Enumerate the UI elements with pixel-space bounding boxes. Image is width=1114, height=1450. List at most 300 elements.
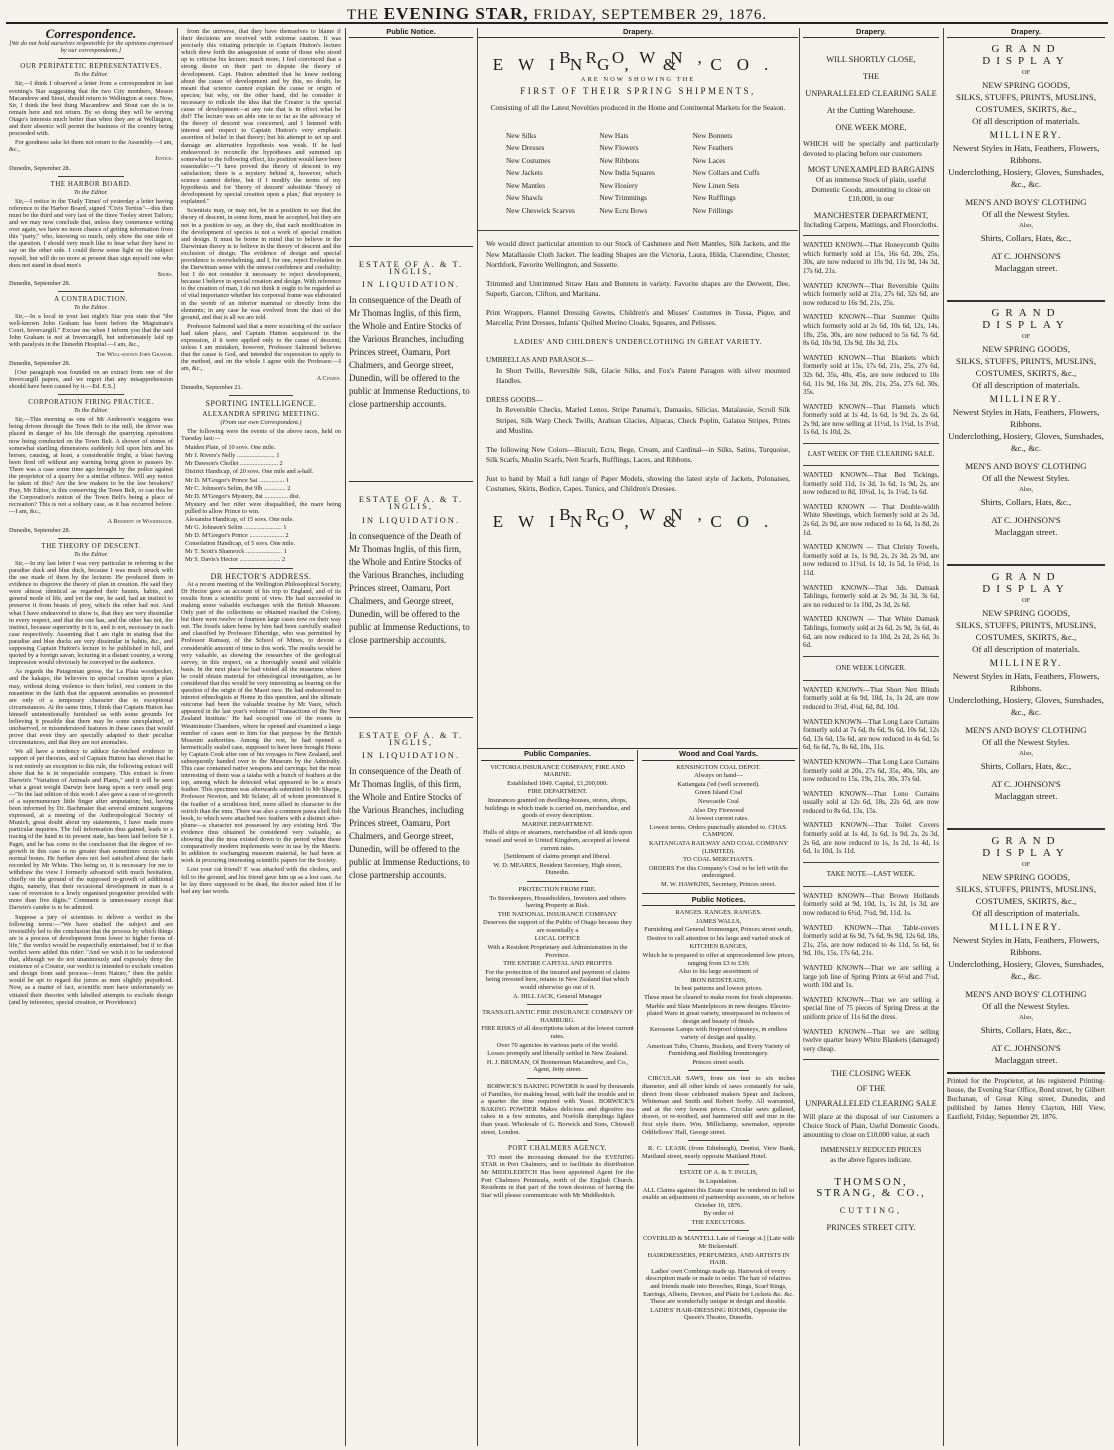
wanted-known: WANTED KNOWN—That Lono Curtains usually sold at 12s 6d, 18s, 22s 6d, are now reduced to 8s 6d, 13s, 15s. — [803, 789, 939, 815]
goods-item: New Ecru Bows — [599, 205, 648, 215]
ad-line: KITCHEN RANGES, — [689, 943, 748, 951]
letter-date: Dunedin, September 28. — [9, 279, 71, 287]
ad-line: A. HILL JACK, General Manager — [513, 992, 602, 1000]
divider — [527, 1140, 588, 1141]
ad-line: Kerosene Lamps with fireproof chimneys, in endless variety of design and quality. — [649, 1026, 788, 1041]
goods-item: New Flowers — [599, 143, 639, 153]
goods-grid — [478, 122, 798, 226]
coverlid-ad — [642, 1235, 795, 1322]
wanted-known: WANTED KNOWN—That Toilet Covers formerly sold at 1s 4d, 1s 6d, 1s 9d, 2s, 2s 3d, 2s 6d, are now reduced to 1s, 1s 2d, 1s 4d, 1s 6d, 1s 10d, 1s 11d. — [803, 821, 939, 856]
grand-display-line: Of all description of materials. — [972, 644, 1080, 655]
goods-item: New Cheswick Scarves — [506, 205, 575, 215]
ad-line: KENSINGTON COAL DEPOT. — [676, 763, 761, 771]
ad-line: Deserves the support of the Public of Otago because they are essentially a — [483, 919, 632, 934]
masthead — [6, 4, 1108, 24]
ad-line: VICTORIA INSURANCE COMPANY, FIRE AND MARINE. — [490, 763, 625, 779]
ad-line: ALL Claims against this Estate must be rendered in full to enable an adjustment of partnership accounts, on or before October 10, 1876. — [642, 1186, 795, 1209]
letters — [9, 58, 173, 1005]
grand-display-block — [947, 300, 1105, 538]
ad-line: H. J. BRUMAN, Of Bonnerman Macandrew, and Co., Agent, Jetty street. — [486, 1058, 629, 1074]
hector-head: DR HECTOR'S ADDRESS. — [210, 571, 312, 581]
letter-signature: The Well-known John Graham. — [96, 350, 173, 358]
drapery-paragraph: Print Wrappers, Flannel Dressing Gowns, Children's and Misses' Costumes in Tussa, Pique, and Marcella; Print Dresses, Infants' Quilted Merino Cloaks, Squares, and Pelisses. — [486, 307, 790, 328]
close-line: ONE WEEK MORE, — [835, 123, 907, 133]
close-line: WILL SHORTLY CLOSE, — [826, 55, 916, 65]
divider — [803, 235, 939, 236]
ad-line: Which he is prepared to offer at unprecedented low prices, ranging from £3 to £30; — [642, 952, 795, 967]
letter-paragraph: from the universe, that they have themselves to blame if their decisions are received with extreme caution. It was precisely this vitiating principle in Captain Hutton's lecture which drew forth the antagonism of some of those who stood up to criticise his lecture; much more, I feel convinced that a strong desire on their part to dispute the theory of development. Capt. Hutton admitted that he knew nothing about the cause of development and by this, no doubt, he meant that science cannot explain the cause or origin of species; but why, on the other hand, did he consider it necessary to ridicule the idea that the Creator is the special cause of development—at any rate that is in effect what he did? The lecture was an able one in so far as the advocacy of the theory of descent was concerned, and I listened with interest and respect to Captain Hutton's very emphatic assertion of belief in that theory; but his attempt to set up and damage an alternative hypothesis was weak. If he had endeavored to reconcile the hypotheses and summed up somewhat to the following effect, his position would have been reasonable:—"I have proved the theory of descent to my satisfaction; there is a mystery behind it, however, which science cannot define, but if I modify the terms of my hypothesis and for 'theory of descent' substitute 'theory of development by special creation upon a plan,' that mystery is explained." — [181, 28, 341, 206]
blank-space — [349, 41, 473, 246]
ad-line: TRANSATLANTIC FIRE INSURANCE COMPANY OF HAMBURG. — [482, 1009, 633, 1024]
ad-line: LADIES' HAIR-DRESSING ROOMS, Opposite the Queen's Theatre, Dunedin. — [650, 1306, 787, 1322]
ad-line: Over 70 agencies in various parts of the world. — [496, 1041, 619, 1049]
divider — [58, 538, 124, 539]
columns — [6, 28, 1108, 1446]
inglis-claims — [642, 1169, 795, 1226]
leask-ad: R. C. LEASK (from Edinburgh), Dentist, View Bank, Maitland street, nearly opposite Maitland Hotel. — [642, 1145, 795, 1160]
divider — [478, 230, 798, 231]
umbrellas: In Short Twills, Reversible Silk, Glacie Silks, and Fox's Patent Paragon with silver mounted Handles. — [496, 365, 790, 386]
hector-body — [181, 581, 341, 895]
letter-date: Dunedin, September 21. — [181, 383, 243, 391]
letter-paragraph: Sir,—I think I observed a letter from a correspondent in last evening's Star suggesting that the two City members, Messrs Macandrew and Stout, should return to Wellington at once. Now, Sir, I think the best thing Macandrew and Stout can do is to remain here and not return. By so doing they will be serving Otago's interests much better than when they are at Wellington, and their absence will permit the business of the country being proceeded with. — [9, 80, 173, 138]
grand-display-line: GRAND DISPLAY — [982, 835, 1070, 860]
editor-note: [Our paragraph was founded on an extract from one of the Invercargill papers, and we regret that any misapprehension should have been caused by it.—Ed. E.S.] — [9, 368, 173, 390]
goods-item: New Rufflings — [692, 193, 736, 203]
wanted-known: WANTED KNOWN—That Long Lace Curtains formerly sold at 20s, 27s 6d, 35s, 40s, 50s, are now reduced to 15s, 19s, 21s, 30s, 37s 6d. — [803, 757, 939, 784]
grand-display-line: AT C. JOHNSON'S — [991, 251, 1061, 262]
dress-goods: In Reversible Checks, Marled Lenos, Stripe Panama's, Damasks, Silicias, Matalassie, Scroll Silk Stripes, Silk Warp Check Twills, Arabian Glacies, Alpacas, Check Poplin, Galatea Stripes, Prints and Muslins. — [496, 405, 790, 436]
saws-ad: CIRCULAR SAWS, from six feet to six inches diameter, and all other kinds of saws constantly for sale, direct from those celebrated makers Spear and Jackson, Whiteman and Smith and Robert Sorby. All warranted, and at the very lowest prices. Circular saws gulleted, drawn, or re-toothed, and hammered stiff and true in the first style there. Wm. Millichamp, sawmaker, opposite Oddfellows' Hall, George street. — [642, 1075, 795, 1136]
inglis-title: ESTATE OF A. & T. INGLIS, — [358, 729, 464, 747]
grand-display-line: NEW SPRING GOODS, — [981, 80, 1071, 91]
showing-line: ARE NOW SHOWING THE — [580, 76, 696, 84]
including: Including Carpets, Mattings, and Floorcloths. — [803, 219, 939, 229]
wanted-known: WANTED KNOWN—That we are selling twelve quarter heavy White Blankets (damaged) very cheap. — [803, 1027, 939, 1053]
ad-line: Ladies' own Combings made up. Hairwork of every description made or made to order. The hair of relatives and friends made into Brooches, Rings, Scarf Rings, Earrings, Alberts, Devices, and Plaits for Lockets &c. &c. These are wonderfully unique in design and durable. — [643, 1267, 794, 1306]
grand-display-line: Newest Styles in Hats, Feathers, Flowers, Ribbons. — [952, 143, 1100, 166]
grand-display-line: Of all the Newest Styles. — [982, 737, 1070, 748]
race-result: Mr J. Rivers's Nelly ........................ 1 — [185, 452, 280, 460]
ad-line: FIRE DEPARTMENT. — [527, 788, 588, 796]
grand-display-line: Underclothing, Hosiery, Gloves, Sunshades, &c., &c. — [948, 695, 1104, 718]
column-public-notice — [346, 28, 476, 1446]
letter-paragraph: Scientists may, or may not, be in a position to say that the theory of descent, in some form, must be accepted, but they are not in a position to say, as they do, that each modification in the development of species is not a work of special creation and design. It must be borne in mind that to believe in the Darwinian theory is to believe in the theory of descent and the exclusion of design. The evidence of design and special providence is overwhelming, and I, for one, reject Evolution in the Darwinian sense with the utmost confidence and cordiality; but I do not consider it necessary to reject development, because I believe in special creation and design. With reference to the creation of man, I do not think it ought to be regarded as of vital importance whether his corporeal frame was elaborated in the womb of an inferior mammal or directly from the elements; in any case he was evolved from the dust of the ground, and that is all we are told. — [181, 207, 341, 321]
section-public-companies: Public Companies. — [481, 750, 634, 761]
letter-paragraph: Sir,—In a local in your last night's Star you state that "the well-known John Graham has been before the Magistrate's Court, Invercargill." Excuse me when I inform you that the said John Graham is not at Invercargill, but unfortunately laid up with paralysis in the Dunedin Hospital.—I am, &c., — [9, 313, 173, 349]
ad-line: Always on hand— — [694, 772, 743, 780]
divider — [58, 291, 124, 292]
paper-models: Just to hand by Mail a full range of Paper Models, showing the latest style of Jackets, Polonaises, Costumes, Skirts, Bodice, Capes, Tunics, and Children's Dresses. — [486, 473, 790, 494]
grand-display-line: AT C. JOHNSON'S — [991, 779, 1061, 790]
ad-line: To Storekeepers, Householders, Investors and others having Property at Risk. — [489, 894, 626, 910]
divider — [58, 394, 124, 395]
ad-line: American Tubs, Churns, Buckets, and Every Variety of Furnishing and Building Ironmongery. — [646, 1042, 791, 1058]
ad-line: Newcastle Coal — [698, 797, 739, 805]
divider — [803, 465, 939, 466]
ad-line: Insurances granted on dwelling-houses, stores, shops, buildings in which trade is carried on, merchandise, and goods of every description. — [484, 796, 631, 820]
ad-line: HAIRDRESSERS, PERFUMERS, AND ARTISTS IN HAIR. — [647, 1251, 790, 1267]
grand-display-line: OF — [1021, 861, 1031, 869]
grand-display-line: AT C. JOHNSON'S — [991, 515, 1061, 526]
grand-display-line: OF — [1021, 69, 1031, 77]
grand-display-line: Of all description of materials. — [972, 908, 1080, 919]
goods-item: New Hats — [599, 130, 629, 140]
transatlantic-insurance — [481, 1009, 634, 1074]
grand-display-line: GRAND DISPLAY — [982, 307, 1070, 332]
race-result: Maiden Plate, of 10 sovs. One mile. — [185, 444, 276, 452]
inglis-body: In consequence of the Death of Mr Thomas Inglis, of this firm, the Whole and Entire Stocks of the Various Branches, including Princes street, Oamaru, Port Chalmers, and George street, Dunedin, will be offered to the public at Immense Reductions, to close partnership accounts. — [349, 765, 470, 880]
inglis-notices — [349, 246, 473, 882]
wanted-known: WANTED KNOWN—That Blankets which formerly sold at 15s, 17s 6d, 21s, 25s, 27s 6d, 32s 6d, 35s, 40s, 45s, are now reduced to 10s 6d, 11s 9d, 16s 3d, 20s, 21s, 25s, 27s 6d, 30s, 35s. — [803, 353, 939, 397]
will-place: Will place at the disposal of our Customers a Choice Stock of Plain, Useful Domestic Goods, amounting to close on £10,000 value, at each — [803, 1113, 939, 1139]
sporting-sub: ALEXANDRA SPRING MEETING. — [202, 409, 320, 418]
letter-date: Dunedin, September 28. — [9, 164, 71, 172]
hector-paragraph: Lost your cat friend? F. was attacked with the cholera, and fell to the ground, and his friend gave him up as a lost case. As he lay there supposed to be dead, the doctor asked him if he had any last words. — [181, 866, 341, 895]
close-block — [803, 54, 939, 133]
brown-ewing-signoff: BROWN, EWING, & CO. — [492, 504, 784, 532]
wanted-group-4 — [803, 892, 939, 1054]
goods-item: New Dresses — [506, 143, 545, 153]
divider — [803, 1059, 939, 1060]
race-result: Consolation Handicap, of 5 sovs. One mile. — [185, 540, 296, 548]
letter-head: OUR PERIPATETIC REPRESENTATIVES. — [20, 62, 162, 71]
ad-line: IRON BEDSTEADS, — [690, 976, 747, 984]
ad-line: [Settlement of claims prompt and liberal. — [504, 853, 611, 861]
dress-head: DRESS GOODS— — [486, 394, 543, 404]
divider — [58, 176, 124, 177]
grand-display-line: SILKS, STUFFS, PRINTS, MUSLINS, COSTUMES, SKIRTS, &c., — [955, 356, 1097, 379]
inglis-notice — [349, 246, 473, 411]
ad-line: Marble and Slate Mantelpieces in new designs. Electro-plated Ware in great variety, unsurpassed in richness of design and beauty of finish. — [645, 1002, 792, 1025]
national-insurance — [481, 886, 634, 1000]
letter-to: To the Editor. — [74, 304, 108, 311]
ad-line: Losses promptly and liberally settled in New Zealand. — [487, 1050, 628, 1058]
section-drapery-2: Drapery. — [803, 28, 939, 38]
goods-item: New India Squares — [599, 168, 655, 178]
column-wood-coal — [639, 750, 798, 1446]
inglis-notice — [349, 481, 473, 646]
column-correspondence — [6, 28, 176, 1446]
grand-display-line: MEN'S AND BOYS' CLOTHING — [965, 989, 1087, 1000]
ad-line: In best patterns and lowest prices. — [674, 985, 763, 993]
wanted-known: WANTED KNOWN—That Brown Hollands formerly sold at 9d, 10d, 1s, 1s 2d, 1s 3d, are now reduced to 6½d, 7½d, 9d, 11d, 1s. — [803, 891, 939, 918]
ad-line: Also Dry Firewood — [693, 806, 744, 814]
goods-item: New Jackets — [506, 168, 543, 178]
ad-line: LOCAL OFFICE — [534, 935, 581, 943]
ad-line: Also to his large assortment of — [678, 968, 759, 976]
which-para: WHICH will be specially and particularly devoted to placing before our customers — [803, 139, 939, 158]
race-result: Mr T. Scott's Shamrock ....................... 1 — [185, 548, 287, 556]
goods-item: New Costumes — [506, 155, 551, 165]
race-result: Mystery and her rider were disqualified, the mare being pulled to allow Prince to win. — [185, 500, 341, 515]
princes-street-city: PRINCES STREET CITY. — [826, 1222, 916, 1232]
grand-display-line: Newest Styles in Hats, Feathers, Flowers, Ribbons. — [952, 407, 1100, 430]
grand-display-line: MEN'S AND BOYS' CLOTHING — [965, 461, 1087, 472]
ad-line: THE ENTIRE CAPITAL AND PROFITS — [503, 960, 612, 968]
goods-item: New Silks — [506, 130, 537, 140]
goods-item: New Collars and Cuffs — [692, 168, 760, 178]
inglis-status: IN LIQUIDATION. — [362, 514, 460, 525]
inglis-status: IN LIQUIDATION. — [362, 749, 460, 760]
race-result: Mr D. M'Gregor's Prince ...................... 2 — [185, 532, 289, 540]
goods-item: New Bonnets — [692, 130, 733, 140]
letter-signature: A Resident of Woodhaugh. — [107, 517, 173, 525]
closing-line: OF THE — [856, 1084, 886, 1094]
sporting-from: (From our own Correspondent.) — [220, 418, 302, 426]
above-figures: as the above figures indicate. — [830, 1156, 912, 1165]
ad-line: Furnishing and General Ironmonger, Princes street south, — [644, 926, 793, 934]
thomson-strang: THOMSON, STRANG, & CO., — [816, 1175, 926, 1199]
ad-line: RANGES. RANGES. RANGES. — [675, 909, 762, 917]
drapery-paragraph: We would direct particular attention to our Stock of Cashmere and Nett Mantles, Silk Jackets, and the New Matallassie Cloth Jacket. The leading Shapes are the Victoria, Laura, Hilda, Clarendine, Chester, Northfork, Favorite Wellington, and Sussette. — [486, 239, 790, 270]
goods-item: New Hosiery — [599, 180, 639, 190]
ad-line: In Liquidation. — [699, 1177, 738, 1185]
masthead-date: FRIDAY, SEPTEMBER 29, 1876. — [528, 7, 768, 23]
wanted-known: WANTED KNOWN—That Long Lace Curtains formerly sold at 7s 6d, 8s 6d, 9s 6d, 10s 6d, 12s 6d, 13s 6d, 15s 6d, are now reduced to 4s 6d, 5s 6d, 6s 6d, 7s, 8s 6d, 10s, 11s. — [803, 717, 939, 752]
race-result: Mr D. M'Gregor's Mystery, 8st ............... dist. — [185, 492, 301, 500]
wanted-known: WANTED KNOWN—That Table-covers formerly sold at 6s 9d, 7s 6d, 9s 9d, 12s 6d, 18s, 21s, 25s, are now reduced to 4s 11d, 5s 6d, 6s 9d, 10s, 15s, 17s 6d, 21s. — [803, 923, 939, 958]
letter-head: A CONTRADICTION. — [54, 294, 128, 303]
race-result: District Handicap, of 20 sovs. One mile and a-half. — [185, 468, 314, 476]
stock-para: Of an immense Stock of plain, useful Domestic Goods, amounting to close on £10,000, in our — [811, 175, 931, 204]
grand-display-line: Maclaggan street. — [994, 263, 1058, 274]
grand-display-line: NEW SPRING GOODS, — [981, 872, 1071, 883]
grand-display-line: OF — [1021, 597, 1031, 605]
divider — [58, 58, 124, 59]
divider — [803, 862, 939, 863]
letter-signature: A Citizen. — [316, 374, 341, 382]
grand-display-line: SILKS, STUFFS, PRINTS, MUSLINS, COSTUMES, SKIRTS, &c., — [955, 884, 1097, 907]
consisting: Consisting of all the Latest Novelties produced in the Home and Continental Markets for the Season. — [490, 103, 786, 113]
imprint-footer: Printed for the Proprietor, at his registered Printing-house, the Evening Star Office, Bond street, by Gilbert Buchanan, of Great King street, Dunedin, and published by James Henry Clayton, Hill View, Eastfield, Friday, September 29, 1876. — [947, 1072, 1105, 1122]
grand-display-line: Maclaggan street. — [994, 1055, 1058, 1066]
letter-to: To the Editor. — [74, 71, 108, 79]
ad-line: W. D. MEARES, Resident Secretary, High street, Dunedin. — [493, 861, 622, 877]
divider — [803, 443, 939, 444]
masthead-title: EVENING STAR, — [383, 4, 529, 23]
race-result: Mr G. Johnson's Selim ........................ 1 — [185, 524, 287, 532]
ad-line: ORDERS For this Company's Coal to be left with the undersigned. — [648, 864, 789, 880]
wanted-known: WANTED KNOWN—That Flannels which formerly sold at 1s 4d, 1s 6d, 1s 9d, 2s, 2s 6d, 2s 9d, are now selling at 11½d, 1s 1½d, 1s 3½d, 1s 6d, 1s 10d, 2s. — [803, 402, 939, 437]
grand-display-line: MILLINERY. — [989, 395, 1063, 406]
last-week: LAST WEEK OF THE CLEARING SALE. — [807, 450, 935, 459]
grand-display-line: Also, — [1019, 486, 1033, 494]
disclaimer: [We do not hold ourselves responsible for the opinions expressed by our correspondents.] — [9, 40, 173, 55]
brown-ewing-title: BROWN, EWING, & CO. — [492, 48, 784, 75]
manchester: MANCHESTER DEPARTMENT, — [813, 210, 929, 220]
drapery-paragraph: Trimmed and Untrimmed Straw Hats and Bonnets in variety. Favorite shapes are the Derwent, Dee, Superb, Garcon, Clifton, and Maritana. — [486, 278, 790, 299]
inglis-title: ESTATE OF A. & T. INGLIS, — [358, 259, 464, 277]
ad-line: JAMES WALLS, — [695, 917, 742, 925]
grand-display-line: MEN'S AND BOYS' CLOTHING — [965, 725, 1087, 736]
grand-display-line: Of all description of materials. — [972, 380, 1080, 391]
section-public-notices: Public Notices. — [642, 893, 795, 907]
port-agency: TO meet the increasing demand for the EVENING STAR in Port Chalmers, and to facilitate its distribution Mr MIDDLEDITCH Has been appointed Agent for the Port Chalmers Peninsula, north of the English Church. Residents in that part of the town desirous of having the Star will please communicate with Mr Middleditch. — [481, 1153, 634, 1199]
goods-item: New Feathers — [692, 143, 733, 153]
wanted-known: WANTED KNOWN—That we are selling a large job line of Spring Prints at 6½d and 7½d, worth 10d and 1s. — [803, 964, 939, 990]
inglis-notice — [349, 717, 473, 882]
grand-display-line: GRAND DISPLAY — [982, 571, 1070, 596]
letter-to: To the Editor. — [74, 188, 108, 196]
race-result: Alexandra Handicap, of 15 sovs. One mile. — [185, 516, 294, 523]
letter-paragraph: Sir,—In my last letter I was very particular in referring to the paradise duck and blue duck, because I was much struck with the use made of them by the lecturer. He produced them in evidence to disprove the theory of plan in creation. He said they were almost identical as regarded their haunts, habits, and general mode of life, and yet the one, he said, had an instinct to preserve it from beasts of prey, which the other had not. And what I have endeavored to show is, that they are very dissimilar in every respect, and that the one has, and the other has not, the instinct, because superiority in it is, and is not, necessary in each case respectively. Assuming that I am right in stating that the paradise and blue ducks are very dissimilar in habits, &c., and supposing Captain Hutton's lecture to be published in full, and quoted by a foreign savan, lecturing in a distant country, a wrong impression would obviously be conveyed to the audience. — [9, 559, 173, 667]
race-result: Mr D. M'Gregor's Prince Sai ................ 1 — [185, 476, 289, 484]
grand-display-line: AT C. JOHNSON'S — [991, 1043, 1061, 1054]
grand-display-line: Maclaggan street. — [994, 527, 1058, 538]
divider — [803, 680, 939, 681]
section-wood-coal: Wood and Coal Yards. — [642, 750, 795, 761]
ad-line: Green Island Coal — [694, 789, 743, 797]
grand-display-line: Newest Styles in Hats, Feathers, Flowers, Ribbons. — [952, 671, 1100, 694]
ad-line: Established 1849. Capital, £1,200,000. — [507, 779, 608, 787]
grand-display-line: Underclothing, Hosiery, Gloves, Sunshades, &c., &c. — [948, 959, 1104, 982]
letter-to: To the Editor. — [74, 550, 108, 558]
grand-display-block — [947, 43, 1105, 274]
port-head: PORT CHALMERS AGENCY. — [507, 1144, 608, 1153]
ad-line: M. W. HAWKINS, Secretary, Princes street. — [661, 880, 776, 888]
ad-line: ESTATE OF A. & T. INGLIS, — [679, 1169, 758, 1177]
divider — [527, 1078, 588, 1079]
one-week-longer: ONE WEEK LONGER. — [836, 663, 906, 672]
ad-line: THE NATIONAL INSURANCE COMPANY — [497, 910, 618, 918]
ad-line: Princes street south. — [692, 1058, 745, 1066]
grand-display-line: Shirts, Collars, Hats, &c., — [980, 761, 1072, 772]
column-public-companies — [478, 750, 638, 1446]
letter-paragraph: For goodness sake let them not return to the Assembly.—I am, &c., — [9, 139, 173, 154]
grand-display-line: NEW SPRING GOODS, — [981, 608, 1071, 619]
inglis-status: IN LIQUIDATION. — [362, 279, 460, 290]
grand-display-line: SILKS, STUFFS, PRINTS, MUSLINS, COSTUMES, SKIRTS, &c., — [955, 620, 1097, 643]
ad-line: MARINE DEPARTMENT. — [521, 820, 594, 828]
letter-paragraph: Suppose a jury of scientists to deliver a verdict in the following terms:—"We have studied the subject and are irresistibly led to the conclusion that the process by which things are is a process of development from lower to higher forms of life," the verdict would be respectfully entertained; but if to that verdict were added this rider: "And we wish it to be understood that, although we do not unanimously and expressly deny the existence of a Creator, our verdict is intended to exclude creation and design from said process—from Nature," then the public would be apt to regard the jurors as men slightly prejudiced. Now, as a matter of fact, scientific men have unfortunately so vitiated their theories with labelled attempts to exclude design (and by inference, special creation, or Providence) — [9, 913, 173, 1006]
closing-line: THE CLOSING WEEK — [830, 1069, 912, 1079]
grand-display-line: MILLINERY. — [989, 131, 1063, 142]
divider — [229, 568, 293, 569]
grand-display-line: Of all the Newest Styles. — [982, 209, 1070, 220]
inglis-body: In consequence of the Death of Mr Thomas Inglis, of this firm, the Whole and Entire Stocks of the Various Branches, including Princes street, Oamaru, Port Chalmers, and George street, Dunedin, will be offered to the public at Immense Reductions, to close partnership accounts. — [349, 530, 470, 645]
ad-line: THE EXECUTORS. — [691, 1218, 746, 1226]
grand-display-line: Underclothing, Hosiery, Gloves, Sunshades, &c., &c. — [948, 431, 1104, 454]
wanted-known: WANTED KNOWN — That White Damask Tablings, formerly sold at 2s 6d, 2s 9d, 3s 6d, 4s 6d, are now reduced to 1s 10d, 2s 2d, 2s 6d, 3s 6d. — [803, 615, 939, 650]
divider — [803, 886, 939, 887]
divider — [688, 1230, 749, 1231]
ad-line: PROTECTION FROM FIRE. — [518, 885, 597, 893]
closing-line: UNPARALLELED CLEARING SALE — [805, 1099, 937, 1109]
wanted-known: WANTED KNOWN—That Short Nett Blinds formerly sold at 6s 9d, 10d, 1s, 1s 2d, are now reduced to 3½d, 4½d, 6d, 8d, 10d. — [803, 685, 939, 711]
grand-display-line: OF — [1021, 333, 1031, 341]
divider — [527, 881, 588, 882]
sporting-head: SPORTING INTELLIGENCE. — [205, 398, 317, 408]
grand-display-line: MEN'S AND BOYS' CLOTHING — [965, 197, 1087, 208]
race-result: Mr S. Davis's Hector .......................... 2 — [185, 556, 286, 564]
descent-continued — [181, 28, 341, 373]
letter-signature: Shoes. — [157, 270, 173, 278]
wanted-known: WANTED KNOWN—That Honeycomb Quilts which formerly sold at 15s, 16s 6d, 20s, 25s, 30s, are now reduced to 10s 9d, 11s 9d, 14s 3d, 17s 6d, 21s. — [803, 241, 939, 275]
grand-display-line: Of all the Newest Styles. — [982, 473, 1070, 484]
section-drapery: Drapery. — [478, 28, 798, 38]
race-result: Mr Dawson's Chollet ........................ 2 — [185, 460, 283, 468]
ad-line: Kaitangata ('ed (well screened). — [677, 780, 760, 788]
immensely-reduced: IMMENSELY REDUCED PRICES — [820, 1146, 922, 1155]
grand-display-line: Shirts, Collars, Hats, &c., — [980, 497, 1072, 508]
inglis-title: ESTATE OF A. & T. INGLIS, — [358, 494, 464, 512]
take-note: TAKE NOTE—LAST WEEK. — [826, 869, 916, 878]
goods-item: New Frillings — [692, 205, 733, 215]
goods-item: New Trimmings — [599, 193, 647, 203]
inglis-body: In consequence of the Death of Mr Thomas Inglis, of this firm, the Whole and Entire Stocks of the Various Branches, including Princes street, Oamaru, Port Chalmers, and George street, Dunedin, will be offered to the public at Immense Reductions, to close partnership accounts. — [349, 295, 470, 410]
section-public-notice: Public Notice. — [349, 28, 473, 38]
divider — [688, 1140, 749, 1141]
wanted-known: WANTED KNOWN—That 3ds. Damask Tablings, formerly sold at 2s 9d, 3s 3d, 3s 6d, are no reduced to 1s 10d, 2s 3d, 2s 6d. — [803, 583, 939, 609]
wanted-known: WANTED KNOWN—That Bed Tickings, formerly sold 11d, 1s 3d, 1s 6d, 1s 9d, 2s, are now reduced to 8d, 10½d, 1s, 1s 1½d, 1s 6d. — [803, 471, 939, 497]
wanted-known: WANTED KNOWN — That Double-width White Sheetings, which formerly sold at 2s 3d, 2s 6d, 2s 9d, are now reduced to 1s 6d, 1s 8d, 2s 1d. — [803, 502, 939, 537]
letter-date: Dunedin, September 28. — [9, 526, 71, 534]
letter-date: Dunedin, September 28. — [9, 359, 71, 367]
wanted-group-2 — [803, 471, 939, 650]
cutting: CUTTING, — [839, 1205, 903, 1215]
grand-display-line: Newest Styles in Hats, Feathers, Flowers, Ribbons. — [952, 935, 1100, 958]
first-spring: FIRST OF THEIR SPRING SHIPMENTS, — [520, 86, 756, 97]
grand-display-line: Shirts, Collars, Hats, &c., — [980, 233, 1072, 244]
grand-display-line: Shirts, Collars, Hats, &c., — [980, 1025, 1072, 1036]
grand-display-line: Maclaggan street. — [994, 791, 1058, 802]
drapery-paragraphs — [478, 239, 798, 329]
grand-display-line: GRAND DISPLAY — [982, 43, 1070, 68]
letter-paragraph: As regards the Patagonian goose, the La Plata woodpecker, and the kakapo, the believers in special creation upon a plan may, without doing violence to their belief, rest content in the meantime in the faith that the apparent anomalies so presented are only of a temporary character due to exceptional circumstances. At the same time, I think that Captain Hutton has himself unintentionally furnished us with some grounds for believing it possible that there may be some unexplained, or unobserved, or misunderstood features in these cases that would prove that even they are specially adapted to their peculiar circumstances, and that they are not anomalies. — [9, 668, 173, 747]
wanted-known: WANTED KNOWN—That Reversible Quilts which formerly sold at 21s, 27s 6d, 32s 6d, are now reduced to 16s 9d, 21s, 25s. — [803, 281, 939, 307]
ad-line: With a Resident Proprietary and Administration in the Province. — [487, 944, 628, 959]
ad-line: Hulls of ships or steamers, merchandise of all kinds upon vessel and wool to United Kingdom, accepted at lowest current rates. — [482, 829, 633, 852]
column-grand-display — [944, 28, 1108, 1446]
goods-item: New Shawls — [506, 193, 543, 203]
letter-signature: Justice. — [154, 155, 173, 163]
divider — [688, 1164, 749, 1165]
divider — [803, 656, 939, 657]
ad-line: Lowest terms. Orders punctually attended to. CHAS. CAMPION. — [649, 823, 788, 839]
closing-block — [803, 1068, 939, 1109]
grand-display-line: Also, — [1019, 750, 1033, 758]
letter-paragraph: Sir,—I notice in the 'Daily Times' of yesterday a letter having reference to the Harbor Board, signed "Civis Tertius"—this then must be the third and very last of the three Tooley street Tailors; and we may now conclude that, unless they commence writing over again, we have no more chance of getting information from this "party," who, knowing so much, only show the one side of the question. I should very much like to hear what they have to say on the other side. I could throw some light on the subject myself, but will do no more at present than sign myself one who does not stand in dead men's — [9, 197, 173, 269]
grand-display-line: MILLINERY. — [989, 923, 1063, 934]
ladies-underclothing: LADIES' AND CHILDREN'S UNDERCLOTHING IN GREAT VARIETY. — [513, 336, 763, 346]
column-continued — [178, 28, 344, 1446]
ad-line: These must be cleared to make room for fresh shipments. — [643, 994, 794, 1002]
sporting-body: The following were the events of the above races, held on Tuesday last:— — [181, 427, 341, 443]
column-brown-ewing — [478, 28, 798, 1446]
victoria-insurance — [481, 764, 634, 877]
divider — [527, 1004, 588, 1005]
goods-item: New Linen Sets — [692, 180, 740, 190]
close-line: UNPARALLELED CLEARING SALE — [805, 89, 937, 99]
wanted-known: WANTED KNOWN—That we are selling a special line of 75 pieces of Spring Dress at the uniform price of 11s 6d the dress. — [803, 995, 939, 1021]
race-result: Mr C. Johnson's Selim, 8st 9lb .............. 2 — [185, 484, 291, 492]
grand-display-line: Also, — [1019, 222, 1033, 230]
grand-display-blocks — [947, 43, 1105, 1066]
section-correspondence: Correspondence. — [45, 28, 137, 41]
grand-display-line: Of all description of materials. — [972, 116, 1080, 127]
race-results — [181, 444, 341, 563]
ad-line: Desires to call attention to his large and varied stock of — [646, 934, 791, 942]
umbrellas-head: UMBRELLAS AND PARASOLS— — [486, 355, 594, 365]
grand-display-block — [947, 564, 1105, 802]
grand-display-line: Also, — [1019, 1014, 1033, 1022]
letter-paragraph: We all have a tendency to adduce far-fetched evidence in support of pet theories, and of Captain Hutton has shown that he is not entirely an exception to this rule, the following extract will show that he is in respectable company. This extract is from Darwin's "Variation of Animals and Plants," and it will be seen what a great weight Darwin here hung upon a very small peg:—"In the last edition of this work I also gave a case of re-growth of a supernumerary little finger after amputation; but, having been informed by Dr. Bachmaier that several eminent surgeons expressed, at a meeting of the Anthropological Society of Munich, great doubt about my statements, I have made more particular inquiries. The full information thus gained, leads to a tracing of the hand in its present state, has been laid before Sir J. Paget, and he has come to the conclusion that the degree of re-growth in this case is no greater than sometimes occurs with normal bones. He further does not feel satisfied about the facts recorded by Mr White. This being so, it is necessary for me to withdraw the view I formerly advanced with much hesitation, chiefly on the ground of the supposed re-growth of additional digits, namely, that their occasional development in man is a case of reversion to a lowly organised progenitor provided with more than five digits." Comment is unnecessary except that Darwin's candor is to be admired. — [9, 748, 173, 912]
ad-line: FIRE RISKS of all descriptions taken at the lowest current rates. — [481, 1025, 634, 1040]
borwick-ad: BORWICK'S BAKING POWDER Is used by thousands of Families, for making bread, with half the trouble and in a quarter the time required with Yeast. BORWICK'S BAKING POWDER Makes delicious and digestive tea cakes in a few minutes, and Norfolk dumplings lighter than yeast. Wholesale of G. Borwick and Sons, Chiswell street, London. — [481, 1082, 634, 1136]
divider — [478, 748, 798, 749]
goods-item: New Laces — [692, 155, 726, 165]
